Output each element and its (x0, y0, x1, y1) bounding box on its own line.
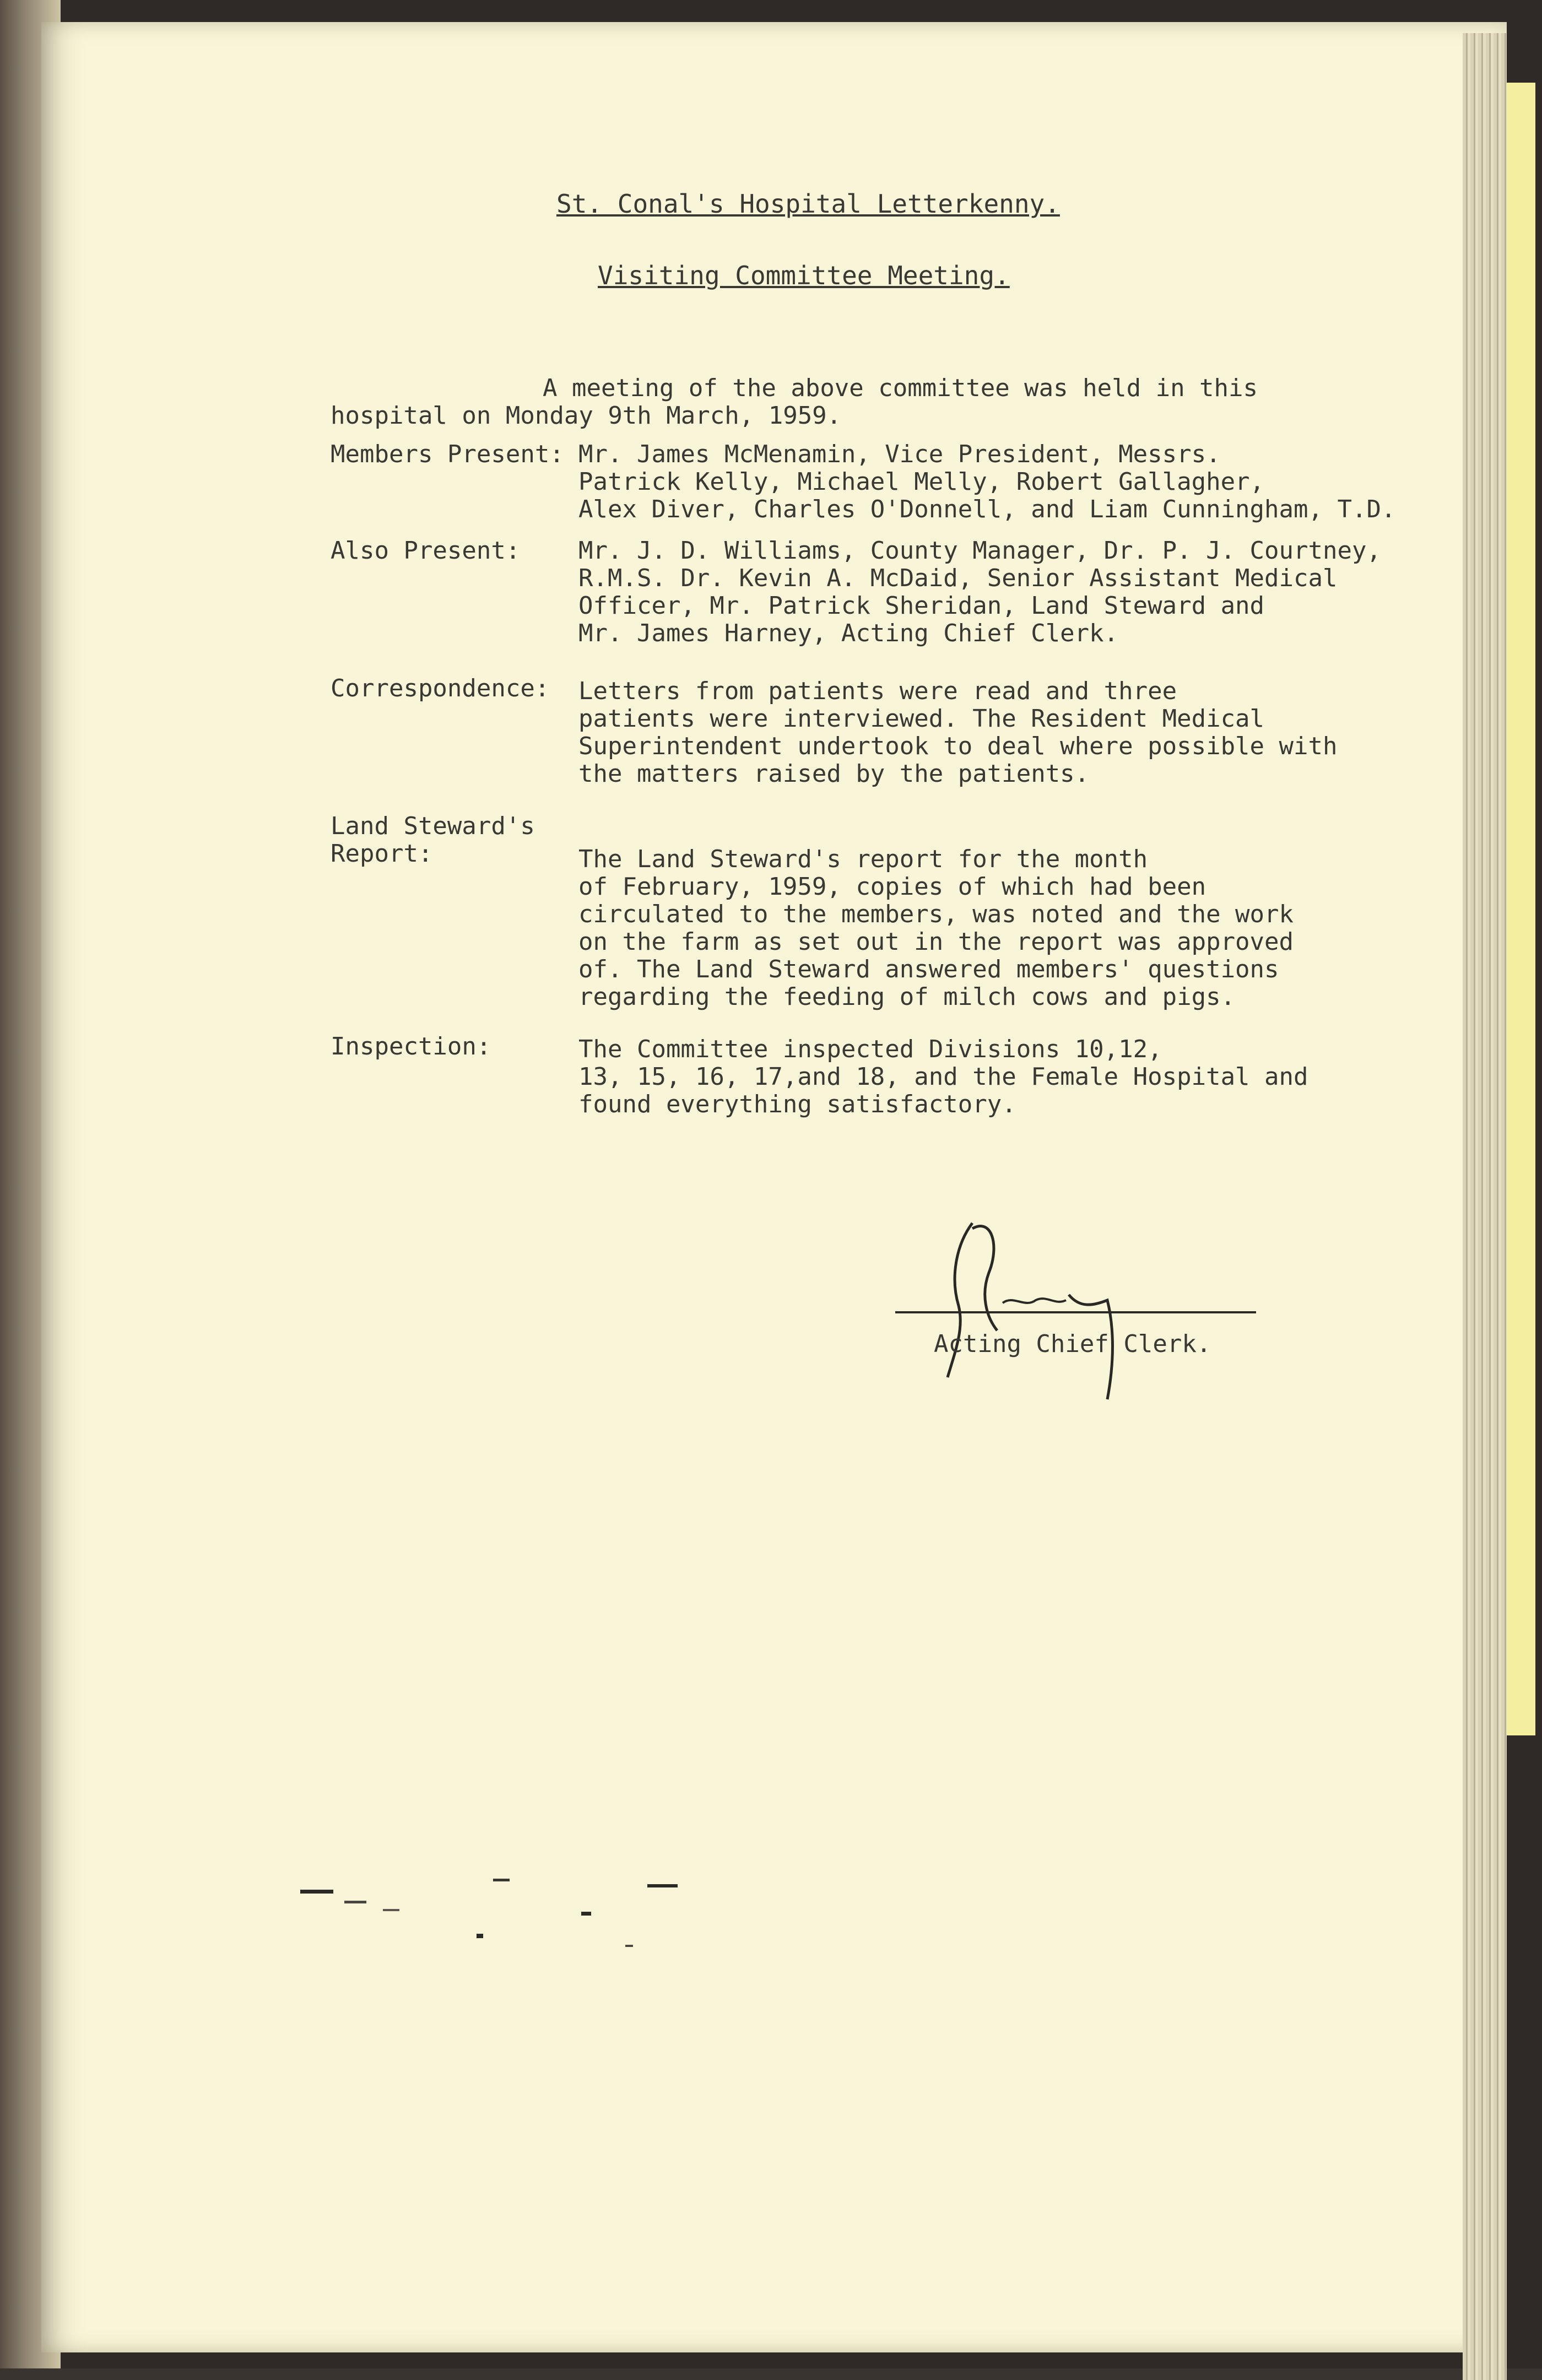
document-subtitle: Visiting Committee Meeting. (598, 261, 1010, 290)
correspondence-text: Letters from patients were read and three patients were interviewed. The Resident Medical Superintendent undertook to deal where possible with the matters raised by the patients. (578, 677, 1338, 788)
minutes-document (41, 22, 1507, 2352)
inspection-text: The Committee inspected Divisions 10,12, 13, 15, 16, 17,and 18, and the Female Hospital and found everything satisfactory. (578, 1035, 1308, 1118)
inspection-label: Inspection: (331, 1032, 491, 1061)
correspondence-label: Correspondence: (331, 674, 550, 702)
land-steward-text: The Land Steward's report for the month of February, 1959, copies of which had been circulated to the members, was noted and the work on the farm as set out in the report was approved of. The Land Steward answered members' questions regarding the feeding of milch cows and pigs. (578, 845, 1294, 1011)
document-title: St. Conal's Hospital Letterkenny. (556, 189, 1060, 219)
members-present-label: Members Present: (331, 440, 564, 468)
signature-line (895, 1311, 1256, 1313)
intro-line-2: hospital on Monday 9th March, 1959. (331, 402, 842, 430)
signature-title: Acting Chief Clerk. (934, 1330, 1211, 1358)
members-present-text: Mr. James McMenamin, Vice President, Messrs. Patrick Kelly, Michael Melly, Robert Gallagher, Alex Diver, Charles O'Donnell, and Liam Cunningham, T.D. (578, 440, 1396, 523)
intro-paragraph (331, 375, 1267, 430)
also-present-text: Mr. J. D. Williams, County Manager, Dr. P. J. Courtney, R.M.S. Dr. Kevin A. McDaid, Senior Assistant Medical Officer, Mr. Patrick Sheridan, Land Steward and Mr. James Harney, Acting Chief Clerk. (578, 537, 1381, 647)
handwritten-signature (890, 1212, 1253, 1421)
intro-line-1: A meeting of the above committee was held in this (543, 374, 1258, 402)
also-present-label: Also Present: (331, 537, 521, 565)
land-steward-label: Land Steward's Report: (331, 812, 535, 868)
document-page (41, 22, 1507, 2352)
scan-specks (284, 1851, 702, 1972)
